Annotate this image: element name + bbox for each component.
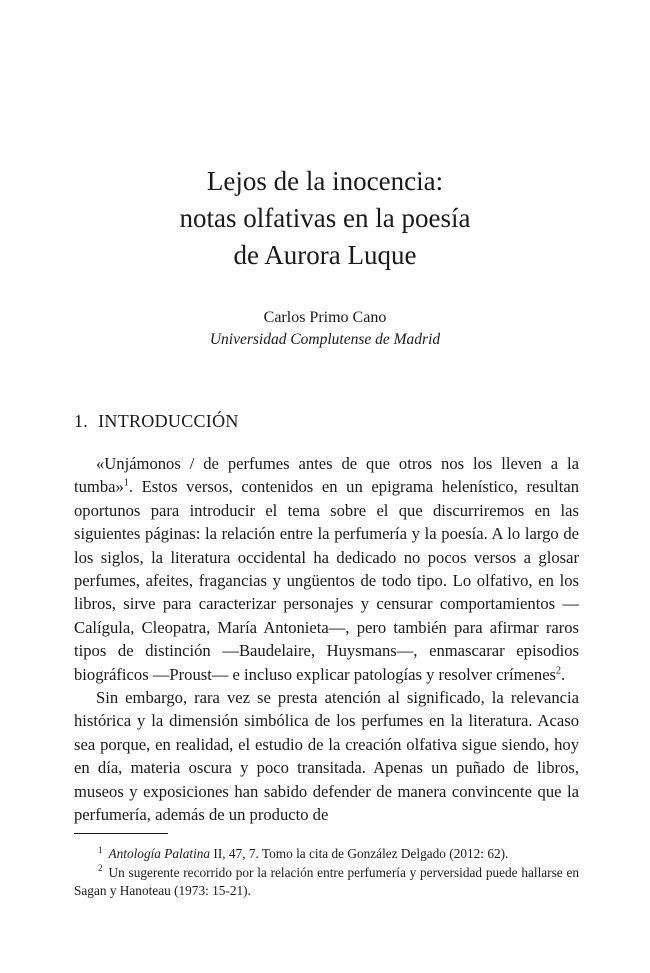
footnote xyxy=(74,845,579,864)
footnote-mark: 2 xyxy=(98,863,103,874)
section-number: 1. xyxy=(74,411,89,431)
body-text xyxy=(74,452,579,827)
author-name: Carlos Primo Cano xyxy=(263,309,387,326)
page-title xyxy=(0,163,650,274)
footnote-mark: 1 xyxy=(98,844,103,855)
footnotes xyxy=(74,845,579,901)
footnote-text: Un sugerente recorrido por la relación entre perfumería y perversidad puede hallarse en Sagan y Hanoteau (1973: 15-21). xyxy=(74,864,579,898)
paragraph-text: «Unjámonos / de perfumes antes de que otros nos los lleven a la tumba» xyxy=(74,454,579,497)
section-heading xyxy=(74,411,239,432)
paragraph-text: . xyxy=(561,664,566,684)
paragraph-text: . Estos versos, contenidos en un epigrama helenístico, resultan oportunos para introducir el tema sobre el que discurriremos en las siguientes páginas: la relación entre la perfumería y la poesía. A lo largo de los siglos, la literatura occidental ha dedicado no pocos versos a glosar perfumes, afeites, fragancias y ungüentos de todo tipo. Lo olfativo, en los libros, sirve para caracterizar personajes y censurar comportamientos —Calígula, Cleopatra, María Antonieta—, pero también para afirmar raros tipos de distinción —Baudelaire, Huysmans—, enmascarar episodios biográficos —Proust— e incluso explicar patologías y resolver crímenes xyxy=(74,477,579,684)
footnote-ref[interactable]: 2 xyxy=(556,665,562,677)
title-line-1: Lejos de la inocencia: xyxy=(206,166,444,196)
title-line-3: de Aurora Luque xyxy=(233,240,417,270)
paragraph-text: Sin embargo, rara vez se presta atención al significado, la relevancia histórica y la dimensión simbólica de los perfumes en la literatura. Acaso sea porque, en realidad, el estudio de la creación olfativa sigue siendo, hoy en día, materia oscura y poco transitada. Apenas un puñado de libros, museos y exposiciones han sabido defender de manera convincente que la perfumería, además de un producto de xyxy=(74,688,579,825)
paragraph xyxy=(74,452,579,686)
footnote-ref[interactable]: 1 xyxy=(123,477,129,489)
paragraph xyxy=(74,686,579,826)
footnote-text: II, 47, 7. Tomo la cita de González Delgado (2012: 62). xyxy=(210,846,509,861)
author-affiliation: Universidad Complutense de Madrid xyxy=(209,331,441,348)
footnote-italic: Antología Palatina xyxy=(108,846,211,861)
title-line-2: notas olfativas en la poesía xyxy=(179,203,471,233)
footnote xyxy=(74,864,579,901)
footnote-divider xyxy=(74,833,168,834)
section-title: INTRODUCCIÓN xyxy=(98,411,239,431)
